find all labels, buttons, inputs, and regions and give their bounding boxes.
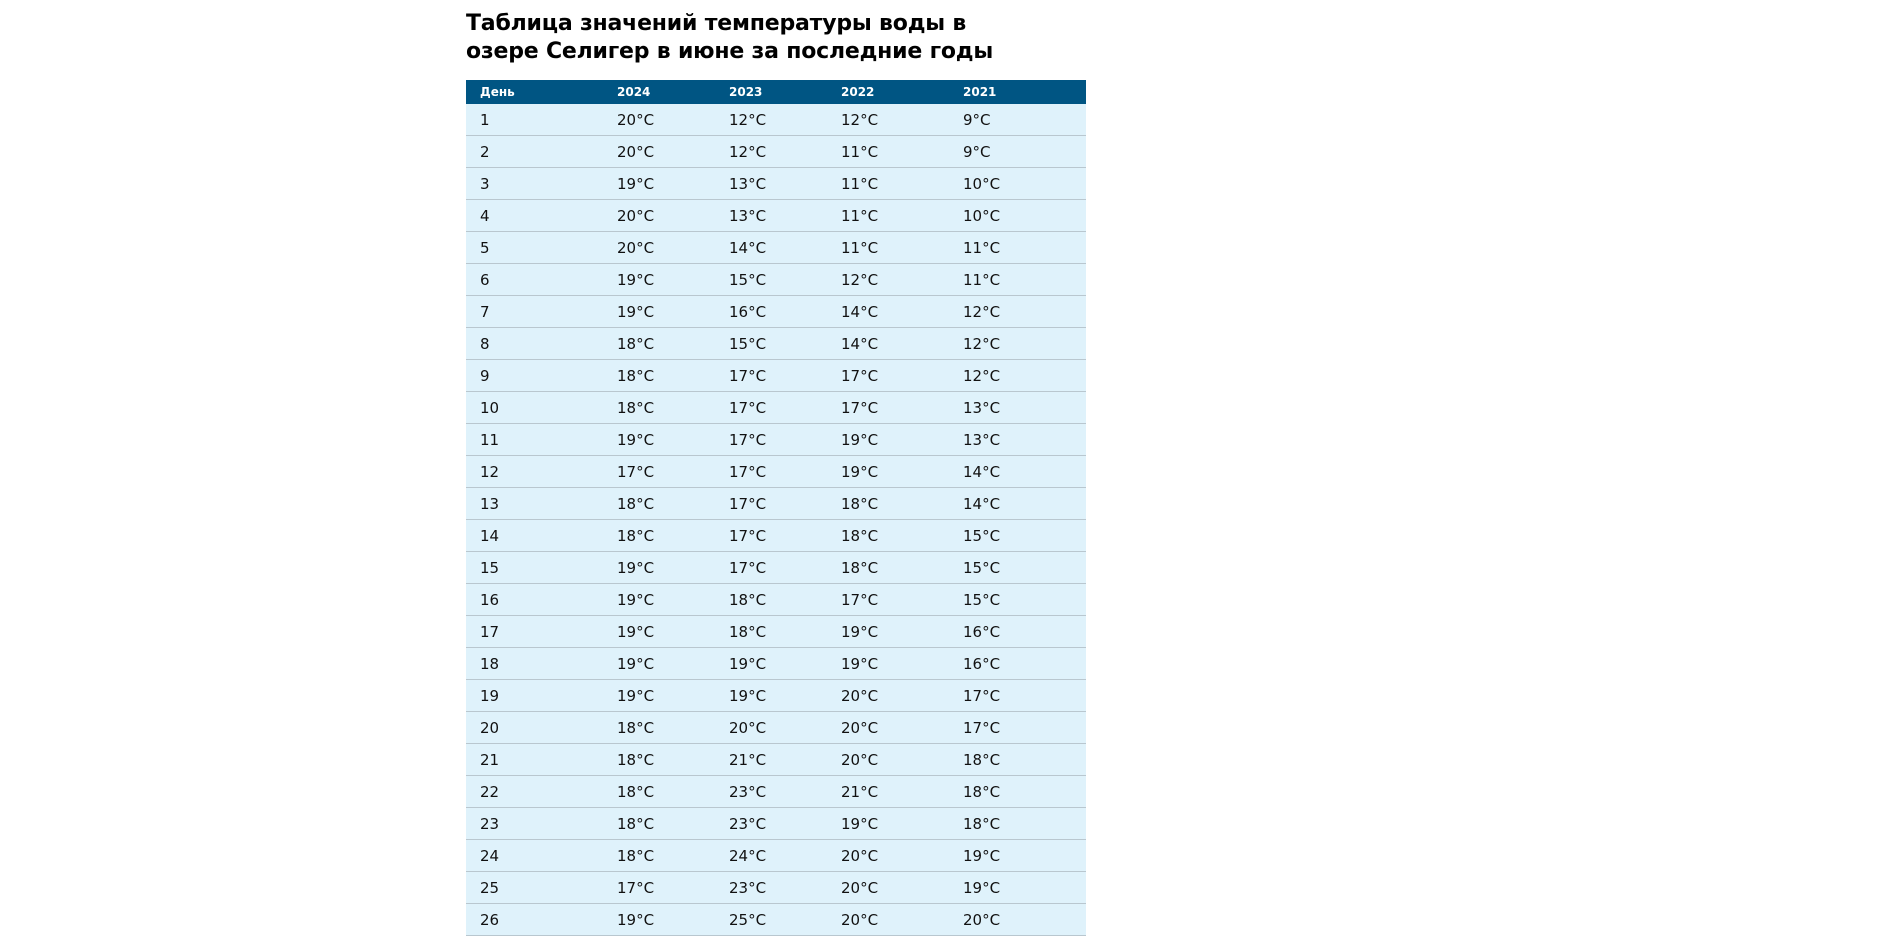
table-row: [466, 456, 1086, 488]
table-cell-year-2021: 18°C: [963, 744, 1086, 776]
table-cell-year-2022: 19°C: [841, 648, 963, 680]
table-cell-day: 26: [466, 904, 617, 936]
table-cell-year-2024: 18°C: [617, 840, 729, 872]
table-cell-year-2021: 18°C: [963, 808, 1086, 840]
table-cell-year-2022: 17°C: [841, 360, 963, 392]
table-row: [466, 232, 1086, 264]
table-cell-year-2022: 20°C: [841, 840, 963, 872]
table-cell-year-2021: 11°C: [963, 264, 1086, 296]
table-row: [466, 104, 1086, 136]
table-cell-year-2023: 13°C: [729, 168, 841, 200]
table-cell-year-2023: 18°C: [729, 584, 841, 616]
table-cell-year-2023: 16°C: [729, 296, 841, 328]
table-cell-day: 13: [466, 488, 617, 520]
table-cell-year-2024: 19°C: [617, 552, 729, 584]
table-cell-day: 10: [466, 392, 617, 424]
table-row: [466, 648, 1086, 680]
table-row: [466, 808, 1086, 840]
table-row: [466, 680, 1086, 712]
table-row: [466, 776, 1086, 808]
table-cell-year-2022: 11°C: [841, 200, 963, 232]
table-cell-year-2021: 10°C: [963, 200, 1086, 232]
table-cell-year-2024: 18°C: [617, 712, 729, 744]
table-cell-year-2023: 15°C: [729, 264, 841, 296]
table-cell-year-2023: 21°C: [729, 744, 841, 776]
table-cell-year-2022: 17°C: [841, 584, 963, 616]
table-cell-day: 11: [466, 424, 617, 456]
column-header-day: День: [480, 85, 515, 99]
table-cell-year-2023: 15°C: [729, 328, 841, 360]
table-row: [466, 328, 1086, 360]
table-cell-year-2021: 17°C: [963, 712, 1086, 744]
header-row: [466, 80, 1086, 104]
table-cell-year-2024: 19°C: [617, 168, 729, 200]
table-cell-year-2021: 14°C: [963, 456, 1086, 488]
table-cell-year-2021: 13°C: [963, 424, 1086, 456]
table-cell-year-2023: 17°C: [729, 456, 841, 488]
table-cell-day: 20: [466, 712, 617, 744]
table-cell-day: 12: [466, 456, 617, 488]
table-cell-year-2021: 17°C: [963, 680, 1086, 712]
table-cell-year-2024: 20°C: [617, 136, 729, 168]
table-cell-year-2023: 23°C: [729, 872, 841, 904]
table-cell-day: 24: [466, 840, 617, 872]
table-cell-year-2022: 11°C: [841, 136, 963, 168]
table-cell-year-2024: 18°C: [617, 520, 729, 552]
table-cell-year-2021: 15°C: [963, 552, 1086, 584]
table-cell-day: 2: [466, 136, 617, 168]
table-row: [466, 840, 1086, 872]
table-cell-day: 1: [466, 104, 617, 136]
table-cell-year-2022: 20°C: [841, 872, 963, 904]
table-cell-year-2024: 19°C: [617, 648, 729, 680]
table-cell-year-2024: 18°C: [617, 328, 729, 360]
column-header-year-2024: 2024: [617, 85, 651, 99]
table-cell-year-2023: 14°C: [729, 232, 841, 264]
table-cell-year-2024: 17°C: [617, 456, 729, 488]
table-cell-year-2023: 17°C: [729, 552, 841, 584]
table-cell-year-2021: 12°C: [963, 328, 1086, 360]
table-row: [466, 616, 1086, 648]
table-cell-year-2024: 20°C: [617, 232, 729, 264]
table-cell-year-2023: 19°C: [729, 648, 841, 680]
table-cell-year-2024: 19°C: [617, 680, 729, 712]
table-cell-year-2021: 12°C: [963, 360, 1086, 392]
table-cell-year-2021: 18°C: [963, 776, 1086, 808]
table-cell-day: 22: [466, 776, 617, 808]
table-cell-year-2022: 19°C: [841, 424, 963, 456]
table-row: [466, 168, 1086, 200]
table-cell-year-2021: 11°C: [963, 232, 1086, 264]
table-cell-year-2022: 12°C: [841, 264, 963, 296]
table-cell-year-2021: 15°C: [963, 520, 1086, 552]
table-row: [466, 744, 1086, 776]
table-cell-year-2021: 12°C: [963, 296, 1086, 328]
column-header-year-2023: 2023: [729, 85, 763, 99]
table-cell-day: 6: [466, 264, 617, 296]
table-cell-year-2021: 10°C: [963, 168, 1086, 200]
table-row: [466, 584, 1086, 616]
table-cell-year-2024: 18°C: [617, 488, 729, 520]
column-header-year-2022: 2022: [841, 85, 875, 99]
table-row: [466, 360, 1086, 392]
table-body: [466, 104, 1086, 936]
table-cell-year-2021: 9°C: [963, 136, 1086, 168]
content: [466, 10, 1086, 936]
page-title: Таблица значений температуры воды в озере Селигер в июне за последние годы: [466, 11, 994, 64]
table-cell-day: 7: [466, 296, 617, 328]
table-cell-day: 5: [466, 232, 617, 264]
table-cell-year-2022: 20°C: [841, 904, 963, 936]
table-cell-day: 16: [466, 584, 617, 616]
table-cell-year-2024: 19°C: [617, 584, 729, 616]
table-cell-year-2024: 20°C: [617, 200, 729, 232]
table-cell-year-2024: 17°C: [617, 872, 729, 904]
table-cell-year-2024: 19°C: [617, 296, 729, 328]
table-cell-year-2022: 20°C: [841, 680, 963, 712]
table-cell-day: 25: [466, 872, 617, 904]
table-cell-year-2024: 18°C: [617, 744, 729, 776]
table-cell-year-2024: 18°C: [617, 808, 729, 840]
table-cell-year-2023: 24°C: [729, 840, 841, 872]
table-cell-year-2024: 19°C: [617, 424, 729, 456]
table-cell-year-2021: 14°C: [963, 488, 1086, 520]
table-cell-day: 14: [466, 520, 617, 552]
table-row: [466, 392, 1086, 424]
table-cell-day: 9: [466, 360, 617, 392]
table-cell-year-2022: 14°C: [841, 296, 963, 328]
table-row: [466, 552, 1086, 584]
table-cell-year-2022: 20°C: [841, 712, 963, 744]
column-header-year-2021: 2021: [963, 85, 997, 99]
table-row: [466, 488, 1086, 520]
table-cell-year-2023: 23°C: [729, 808, 841, 840]
table-row: [466, 200, 1086, 232]
table-cell-year-2023: 19°C: [729, 680, 841, 712]
table-row: [466, 712, 1086, 744]
table-cell-year-2023: 17°C: [729, 392, 841, 424]
table-cell-year-2022: 21°C: [841, 776, 963, 808]
table-cell-year-2021: 19°C: [963, 840, 1086, 872]
table-cell-day: 23: [466, 808, 617, 840]
table-cell-day: 21: [466, 744, 617, 776]
table-cell-year-2021: 13°C: [963, 392, 1086, 424]
table-cell-year-2023: 12°C: [729, 136, 841, 168]
table-cell-year-2022: 12°C: [841, 104, 963, 136]
table-cell-year-2023: 13°C: [729, 200, 841, 232]
table-cell-year-2024: 19°C: [617, 904, 729, 936]
table-cell-year-2022: 18°C: [841, 552, 963, 584]
table-cell-day: 19: [466, 680, 617, 712]
table-cell-year-2022: 19°C: [841, 456, 963, 488]
table-cell-year-2022: 14°C: [841, 328, 963, 360]
table-cell-year-2022: 19°C: [841, 808, 963, 840]
table-cell-year-2021: 16°C: [963, 648, 1086, 680]
table-header: [466, 80, 1086, 104]
table-cell-year-2021: 9°C: [963, 104, 1086, 136]
table-cell-year-2023: 17°C: [729, 488, 841, 520]
table-cell-year-2024: 18°C: [617, 360, 729, 392]
table-row: [466, 296, 1086, 328]
table-row: [466, 904, 1086, 936]
table-cell-day: 18: [466, 648, 617, 680]
table-cell-year-2023: 17°C: [729, 520, 841, 552]
table-cell-year-2021: 15°C: [963, 584, 1086, 616]
table-cell-year-2023: 17°C: [729, 424, 841, 456]
table-cell-year-2021: 16°C: [963, 616, 1086, 648]
table-cell-year-2023: 20°C: [729, 712, 841, 744]
table-cell-year-2022: 17°C: [841, 392, 963, 424]
table-cell-year-2022: 20°C: [841, 744, 963, 776]
table-cell-year-2021: 19°C: [963, 872, 1086, 904]
temperature-table: [466, 80, 1086, 936]
table-cell-year-2024: 18°C: [617, 392, 729, 424]
table-cell-year-2024: 19°C: [617, 616, 729, 648]
table-row: [466, 136, 1086, 168]
table-cell-year-2023: 25°C: [729, 904, 841, 936]
table-row: [466, 520, 1086, 552]
table-cell-year-2021: 20°C: [963, 904, 1086, 936]
table-cell-year-2023: 18°C: [729, 616, 841, 648]
table-cell-year-2022: 18°C: [841, 488, 963, 520]
table-cell-day: 15: [466, 552, 617, 584]
table-row: [466, 424, 1086, 456]
table-row: [466, 264, 1086, 296]
table-cell-year-2022: 11°C: [841, 232, 963, 264]
table-cell-year-2023: 17°C: [729, 360, 841, 392]
table-cell-day: 8: [466, 328, 617, 360]
table-cell-year-2022: 19°C: [841, 616, 963, 648]
table-cell-year-2022: 11°C: [841, 168, 963, 200]
table-cell-year-2023: 23°C: [729, 776, 841, 808]
table-cell-year-2022: 18°C: [841, 520, 963, 552]
table-cell-year-2024: 20°C: [617, 104, 729, 136]
table-cell-year-2023: 12°C: [729, 104, 841, 136]
table-cell-year-2024: 19°C: [617, 264, 729, 296]
table-cell-day: 17: [466, 616, 617, 648]
table-row: [466, 872, 1086, 904]
table-cell-day: 4: [466, 200, 617, 232]
table-cell-day: 3: [466, 168, 617, 200]
table-cell-year-2024: 18°C: [617, 776, 729, 808]
